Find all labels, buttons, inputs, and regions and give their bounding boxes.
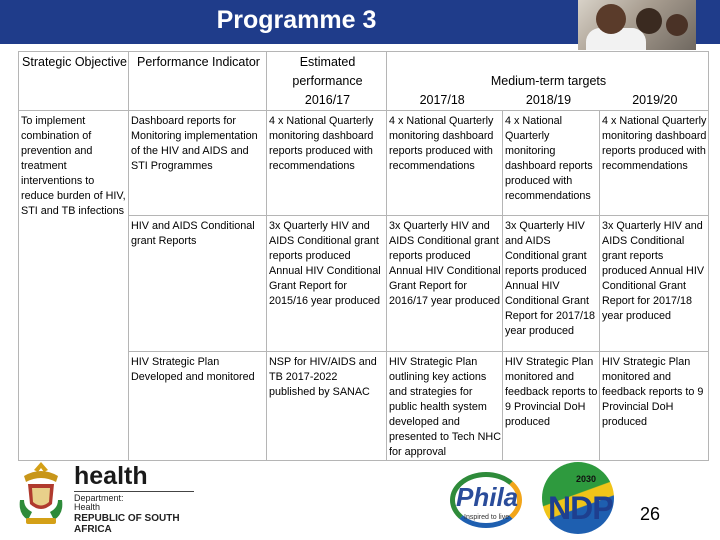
targets-table [18, 51, 709, 461]
department-line-2: Health [74, 502, 101, 512]
target-2018-cell: 4 x National Quarterly monitoring dashboard reports produced with recommendations [503, 111, 600, 216]
health-department-logo [10, 460, 200, 535]
ndp-year: 2030 [576, 474, 597, 484]
page-number: 26 [640, 504, 661, 524]
ndp-wordmark: NDP [548, 490, 613, 526]
header-estimated-performance: Estimated performance 2016/17 [267, 52, 387, 111]
header-medium-term [387, 52, 709, 111]
department-line-1: Department: [74, 493, 124, 503]
header-strategic-objective: Strategic Objective [19, 52, 129, 111]
header-years [389, 91, 708, 110]
indicator-cell: Dashboard reports for Monitoring implementation of the HIV and AIDS and STI Programmes [129, 111, 267, 216]
strategic-objective-cell: To implement combination of prevention and treatment interventions to reduce burden of HIV, STI and TB infections [19, 111, 129, 461]
header-row [19, 52, 709, 111]
phila-wordmark: Phila [456, 482, 519, 512]
photo-person-2 [636, 8, 662, 34]
health-wordmark: health [74, 462, 148, 490]
coat-of-arms-icon [14, 460, 68, 528]
indicator-cell: HIV and AIDS Conditional grant Reports [129, 216, 267, 352]
ndp-logo [540, 462, 620, 534]
photo-person-1 [596, 4, 626, 34]
phila-logo [446, 468, 528, 534]
target-2017-cell: 4 x National Quarterly monitoring dashboard reports produced with recommendations [387, 111, 503, 216]
header-year-2018: 2018/19 [525, 93, 572, 107]
target-2019-cell: HIV Strategic Plan monitored and feedback reports to 9 Provincial DoH produced [600, 352, 709, 461]
header-performance-indicator: Performance Indicator [129, 52, 267, 111]
country-name: REPUBLIC OF SOUTH AFRICA [74, 513, 180, 535]
estimated-cell: NSP for HIV/AIDS and TB 2017-2022 published by SANAC [267, 352, 387, 461]
phila-tagline: Inspired to live [464, 514, 510, 521]
target-2017-cell: HIV Strategic Plan outlining key actions and strategies for public health system developed and presented to Tech NHC for approval [387, 352, 503, 461]
health-rule [74, 491, 194, 492]
page-title: Programme 3 [216, 6, 377, 34]
photo-person-3 [666, 14, 688, 36]
header-year-2019: 2019/20 [632, 93, 678, 107]
target-2018-cell: 3x Quarterly HIV and AIDS Conditional grant reports produced Annual HIV Conditional Grant Report for 2017/18 year produced [503, 216, 600, 352]
estimated-cell: 4 x National Quarterly monitoring dashboard reports produced with recommendations [267, 111, 387, 216]
target-2018-cell: HIV Strategic Plan monitored and feedback reports to 9 Provincial DoH produced [503, 352, 600, 461]
header-medium-term-label: Medium-term targets [490, 74, 607, 88]
target-2019-cell: 3x Quarterly HIV and AIDS Conditional grant reports produced Annual HIV Conditional Grant Report for 2017/18 year produced [600, 216, 709, 352]
indicator-cell: HIV Strategic Plan Developed and monitored [129, 352, 267, 461]
target-2017-cell: 3x Quarterly HIV and AIDS Conditional grant reports produced Annual HIV Conditional Grant Report for 2016/17 year produced [387, 216, 503, 352]
estimated-cell: 3x Quarterly HIV and AIDS Conditional grant reports produced Annual HIV Conditional Grant Report for 2015/16 year produced [267, 216, 387, 352]
header-year-2017: 2017/18 [419, 93, 465, 107]
table-row [19, 111, 709, 216]
header-photo [578, 0, 696, 50]
target-2019-cell: 4 x National Quarterly monitoring dashboard reports produced with recommendations [600, 111, 709, 216]
